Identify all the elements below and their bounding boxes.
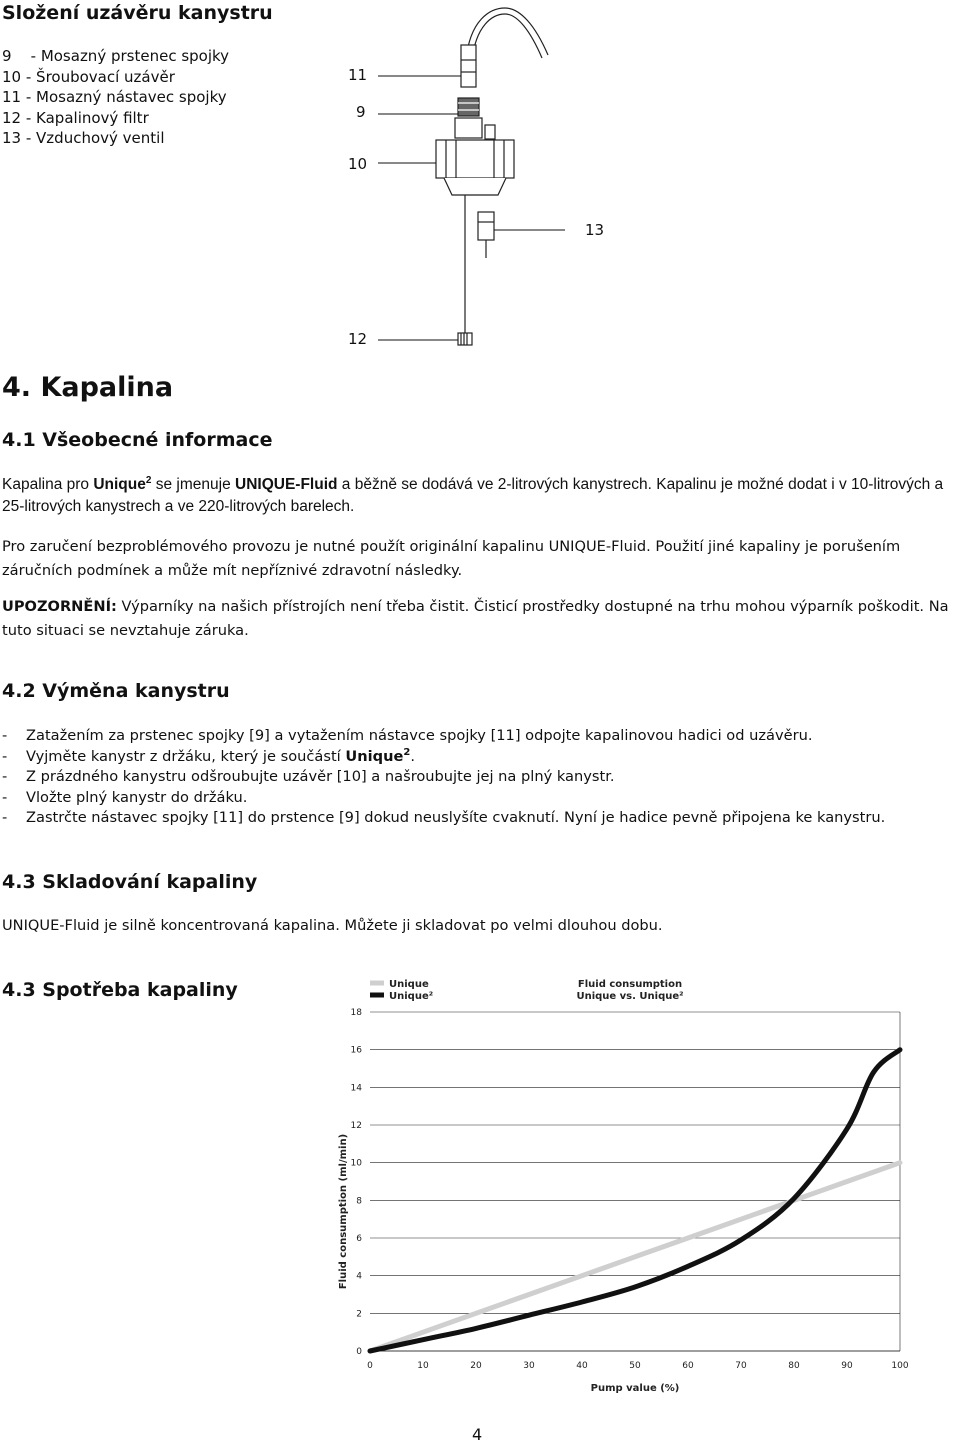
parts-list-item: 13 - Vzduchový ventil <box>2 129 165 147</box>
x-tick-label: 30 <box>523 1361 535 1371</box>
x-tick-label: 0 <box>367 1361 373 1371</box>
list-item: - Z prázdného kanystru odšroubujte uzávěr [10] a našroubujte jej na plný kanystr. <box>2 768 615 785</box>
parts-list-item: 11 - Mosazný nástavec spojky <box>2 88 227 106</box>
page-heading: Složení uzávěru kanystru <box>2 2 273 24</box>
series-line-unique <box>370 1163 900 1351</box>
page-number: 4 <box>472 1425 483 1444</box>
list-item: - Zastrčte nástavec spojky [11] do prstence [9] dokud neuslyšíte cvaknutí. Nyní je hadice pevně připojena ke kanystru. <box>2 809 886 826</box>
y-tick-label: 2 <box>356 1309 362 1320</box>
x-tick-label: 80 <box>788 1361 800 1371</box>
y-tick-label: 0 <box>356 1347 362 1357</box>
steps-list <box>2 726 885 829</box>
y-tick-label: 8 <box>356 1196 362 1207</box>
x-tick-label: 90 <box>841 1361 853 1371</box>
y-tick-label: 12 <box>350 1121 362 1131</box>
fluid-consumption-chart <box>320 965 920 1405</box>
section-title-4-1: 4.1 Všeobecné informace <box>2 429 273 451</box>
x-tick-label: 10 <box>417 1361 429 1371</box>
paragraph-warning: UPOZORNĚNÍ: Výparníky na našich přístrojích není třeba čistit. Čisticí prostředky dostupné na trhu mohou výparník poškodit. Na tuto situaci se nevztahuje záruka. <box>2 598 949 639</box>
x-tick-label: 50 <box>629 1361 641 1371</box>
cap-diagram <box>0 0 960 360</box>
chart-subtitle: Unique vs. Unique² <box>576 991 684 1002</box>
parts-list-item: 9 - Mosazný prstenec spojky <box>2 47 230 65</box>
paragraph-fluid-info: Kapalina pro Unique$^2$ se jmenuje UNIQUE-Fluid a běžně se dodává ve 2-litrových kanystrech. Kapalinu je možné dodat i v 10-litrových a 25-litrových kanystrech a ve 220-litrových barelech. <box>2 474 944 515</box>
callout-9: 9 <box>356 103 366 121</box>
list-item: - Zatažením za prstenec spojky [9] a vytažením nástavce spojky [11] odpojte kapalinovou hadici od uzávěru. <box>2 727 813 744</box>
y-axis-label: Fluid consumption (ml/min) <box>338 1133 349 1290</box>
parts-list-item: 10 - Šroubovací uzávěr <box>2 67 175 86</box>
list-item: - Vložte plný kanystr do držáku. <box>2 788 248 806</box>
y-tick-label: 4 <box>356 1271 362 1282</box>
x-axis-label: Pump value (%) <box>590 1383 680 1394</box>
section-title-4-3-storage: 4.3 Skladování kapaliny <box>2 871 258 893</box>
y-tick-label: 14 <box>350 1083 362 1094</box>
x-tick-label: 100 <box>891 1361 909 1371</box>
legend-label: Unique <box>389 979 429 990</box>
chart-title: Fluid consumption <box>577 979 683 990</box>
section-title-4-2: 4.2 Výměna kanystru <box>2 680 230 702</box>
y-tick-label: 6 <box>356 1234 362 1244</box>
x-tick-label: 40 <box>576 1361 588 1371</box>
x-tick-label: 60 <box>682 1361 694 1371</box>
x-tick-label: 70 <box>735 1361 747 1371</box>
paragraph-warranty: Pro zaručení bezproblémového provozu je nutné použít originální kapalinu UNIQUE-Fluid. Použití jiné kapaliny je porušením záručních podmínek a může mít nepříznivé zdravotní následky. <box>2 538 901 579</box>
parts-list-item: 12 - Kapalinový filtr <box>2 108 149 127</box>
list-item: - Vyjměte kanystr z držáku, který je součástí Unique$^2$. <box>2 746 415 765</box>
callout-11: 11 <box>348 66 368 84</box>
y-tick-label: 18 <box>350 1008 362 1018</box>
paragraph-storage: UNIQUE-Fluid je silně koncentrovaná kapalina. Můžete ji skladovat po velmi dlouhou dobu. <box>2 917 663 934</box>
legend-label: Unique² <box>389 991 434 1002</box>
section-title-kapalina: 4. Kapalina <box>2 372 174 403</box>
section-title-4-3-consumption: 4.3 Spotřeba kapaliny <box>2 979 238 1001</box>
callout-12: 12 <box>348 330 368 348</box>
callout-10: 10 <box>348 155 368 173</box>
callout-13: 13 <box>585 221 605 239</box>
y-tick-label: 10 <box>350 1158 362 1169</box>
x-tick-label: 20 <box>470 1361 482 1371</box>
y-tick-label: 16 <box>350 1045 362 1056</box>
